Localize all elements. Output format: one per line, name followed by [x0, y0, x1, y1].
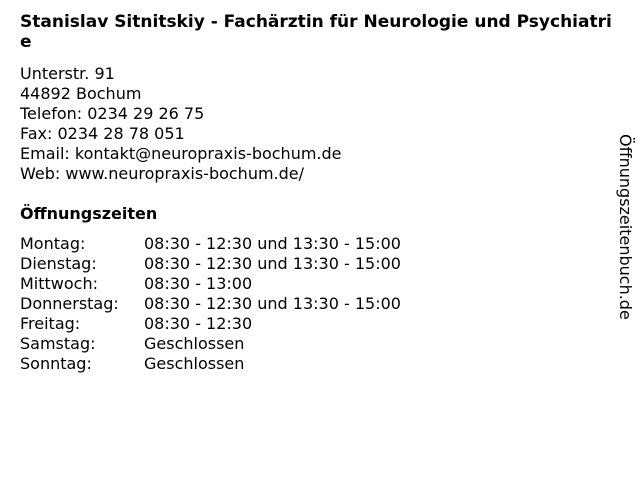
hours-row-sunday: [20, 354, 401, 374]
time-value: Geschlossen: [144, 354, 245, 373]
street-address: Unterstr. 91: [20, 64, 115, 83]
time-value: 08:30 - 13:00: [144, 274, 253, 293]
day-label: Freitag:: [20, 314, 81, 333]
hours-row-thursday: [20, 294, 401, 314]
hours-row-monday: [20, 234, 401, 254]
hours-row-friday: [20, 314, 401, 334]
site-watermark: Öffnungszeitenbuch.de: [616, 134, 635, 320]
time-value: 08:30 - 12:30 und 13:30 - 15:00: [144, 254, 401, 273]
phone-number: Telefon: 0234 29 26 75: [20, 104, 205, 123]
hours-row-saturday: [20, 334, 401, 354]
opening-hours-heading: Öffnungszeiten: [20, 204, 158, 223]
day-label: Montag:: [20, 234, 86, 253]
fax-number: Fax: 0234 28 78 051: [20, 124, 185, 143]
time-value: 08:30 - 12:30: [144, 314, 253, 333]
website-address: Web: www.neuropraxis-bochum.de/: [20, 164, 305, 183]
time-value: Geschlossen: [144, 334, 245, 353]
page-title: Stanislav Sitnitskiy - Fachärztin für Neurologie und Psychiatrie: [20, 12, 612, 52]
time-value: 08:30 - 12:30 und 13:30 - 15:00: [144, 234, 401, 253]
opening-hours-table: [20, 234, 401, 374]
hours-row-tuesday: [20, 254, 401, 274]
day-label: Dienstag:: [20, 254, 97, 273]
time-value: 08:30 - 12:30 und 13:30 - 15:00: [144, 294, 401, 313]
day-label: Mittwoch:: [20, 274, 98, 293]
hours-row-wednesday: [20, 274, 401, 294]
email-address: Email: kontakt@neuropraxis-bochum.de: [20, 144, 342, 163]
day-label: Samstag:: [20, 334, 96, 353]
day-label: Donnerstag:: [20, 294, 119, 313]
contact-block: [20, 64, 342, 184]
day-label: Sonntag:: [20, 354, 92, 373]
city-address: 44892 Bochum: [20, 84, 142, 103]
